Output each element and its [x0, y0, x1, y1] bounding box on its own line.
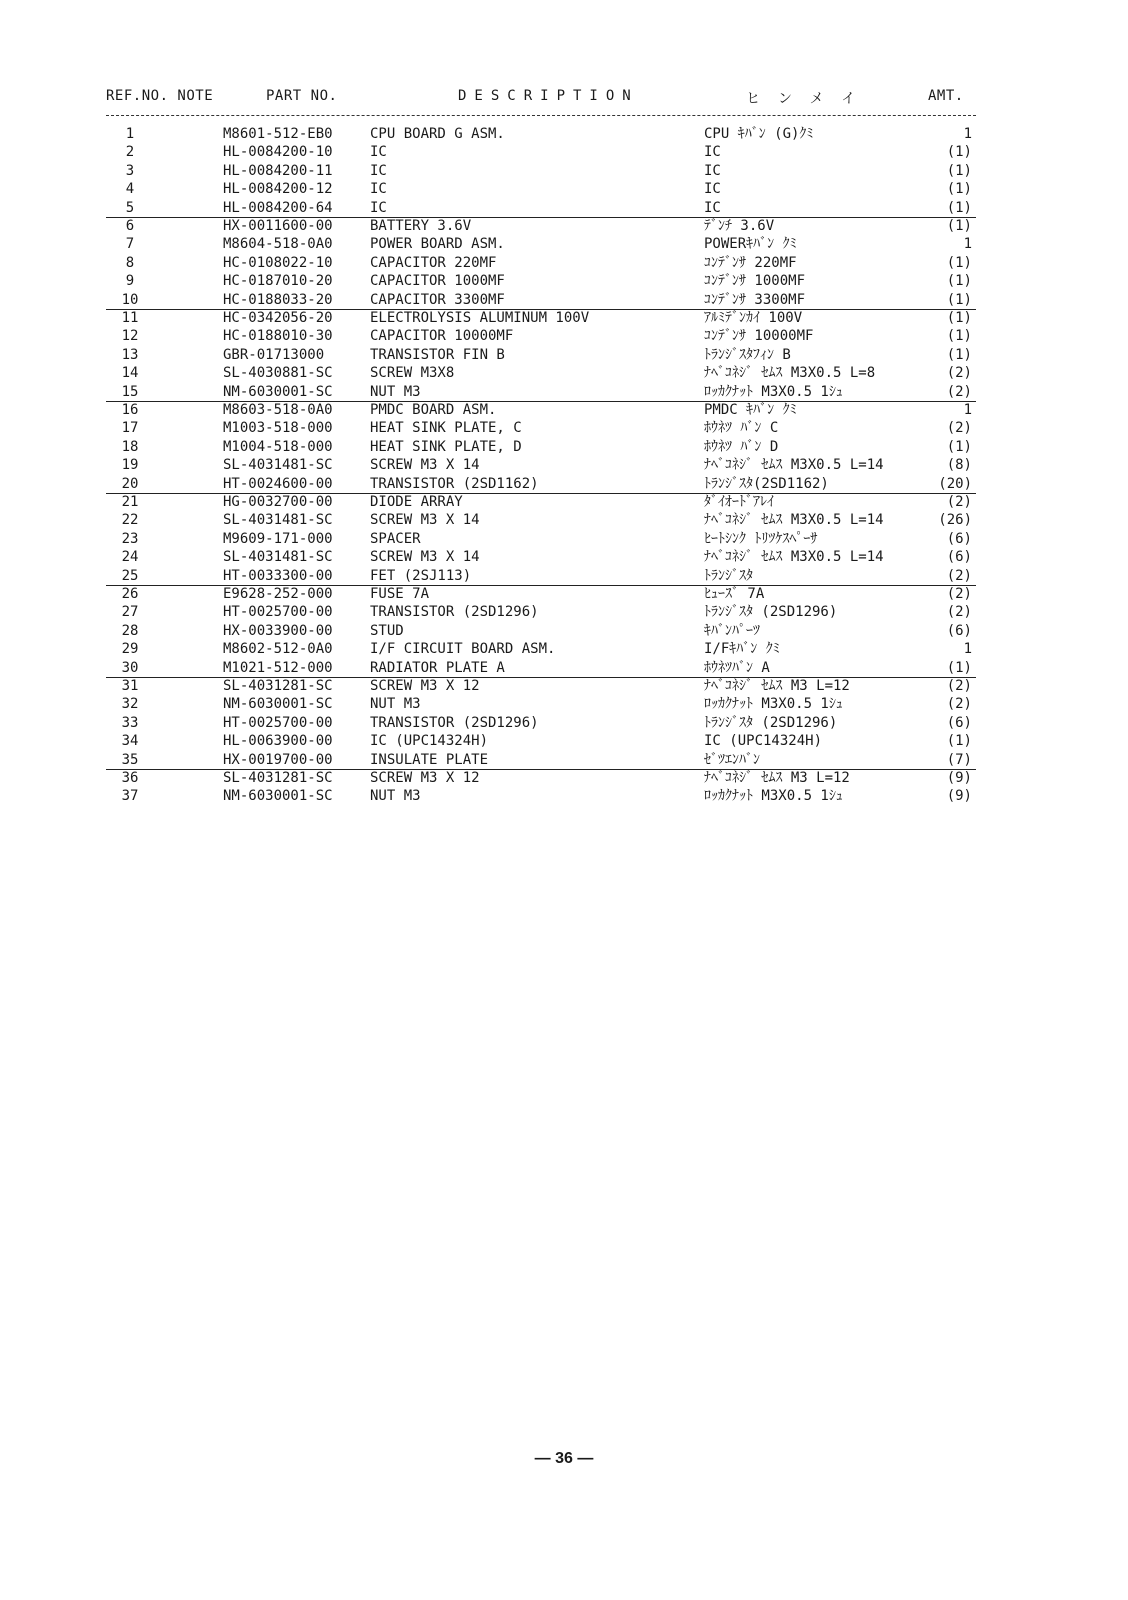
- part-no-cell: HC-0108022-10: [223, 254, 333, 271]
- amount-cell: (2): [946, 567, 972, 584]
- part-no-cell: HC-0187010-20: [223, 273, 333, 290]
- japanese-name-cell: IC: [704, 144, 721, 161]
- amount-cell: (1): [946, 733, 972, 750]
- amount-cell: (20): [938, 475, 972, 492]
- table-row: [106, 751, 976, 770]
- japanese-name-cell: ｷﾊﾞﾝﾊﾟｰﾂ: [704, 622, 760, 639]
- amount-cell: (2): [946, 604, 972, 621]
- description-cell: NUT M3: [370, 696, 421, 713]
- japanese-name-cell: IC: [704, 181, 721, 198]
- ref-no-cell: 7: [125, 236, 135, 253]
- ref-no-cell: 24: [121, 549, 139, 566]
- table-row: [0, 603, 1128, 621]
- header-kana-name: ヒンメイ: [746, 91, 874, 107]
- table-row: [0, 162, 1128, 180]
- table-row: [0, 143, 1128, 161]
- japanese-name-cell: ﾃﾞﾝﾁ 3.6V: [704, 218, 775, 234]
- japanese-name-cell: PMDC ｷﾊﾞﾝ ｸﾐ: [704, 402, 797, 418]
- amount-cell: (1): [946, 144, 972, 161]
- amount-cell: (2): [946, 494, 972, 510]
- part-no-cell: NM-6030001-SC: [223, 696, 333, 713]
- ref-no-cell: 9: [125, 273, 135, 290]
- ref-no-cell: 31: [121, 678, 139, 694]
- japanese-name-cell: ｱﾙﾐﾃﾞﾝｶｲ 100V: [704, 310, 803, 326]
- ref-no-cell: 19: [121, 457, 139, 474]
- japanese-name-cell: ﾎｳﾈﾂ ﾊﾞﾝ C: [704, 420, 779, 437]
- description-cell: INSULATE PLATE: [370, 751, 489, 768]
- ref-no-cell: 23: [121, 530, 139, 547]
- part-no-cell: SL-4031481-SC: [223, 512, 333, 529]
- amount-cell: (1): [946, 254, 972, 271]
- ref-no-cell: 29: [121, 641, 139, 658]
- japanese-name-cell: ﾅﾍﾞｺﾈｼﾞ ｾﾑｽ M3X0.5 L=14: [704, 512, 884, 529]
- description-cell: SCREW M3 X 14: [370, 512, 480, 529]
- table-row: [0, 622, 1128, 640]
- amount-cell: (1): [946, 273, 972, 290]
- japanese-name-cell: POWERｷﾊﾞﾝ ｸﾐ: [704, 236, 797, 253]
- ref-no-cell: 5: [125, 199, 135, 216]
- description-cell: FUSE 7A: [370, 586, 430, 602]
- part-no-cell: HT-0024600-00: [223, 475, 333, 492]
- amount-cell: (1): [946, 328, 972, 345]
- description-cell: IC: [370, 181, 387, 198]
- table-row: [0, 309, 1128, 327]
- table-row: [0, 585, 1128, 603]
- part-no-cell: M8603-518-0A0: [223, 402, 333, 418]
- table-row: [0, 548, 1128, 566]
- amount-cell: (1): [946, 162, 972, 179]
- description-cell: STUD: [370, 622, 404, 639]
- japanese-name-cell: ﾋｰﾄｼﾝｸ ﾄﾘﾂｹｽﾍﾟｰｻ: [704, 530, 818, 547]
- amount-cell: (9): [946, 788, 972, 805]
- table-row: [0, 530, 1128, 548]
- amount-cell: (2): [946, 586, 972, 602]
- japanese-name-cell: IC: [704, 162, 721, 179]
- part-no-cell: HT-0025700-00: [223, 714, 333, 731]
- part-no-cell: HC-0342056-20: [223, 310, 333, 326]
- japanese-name-cell: ﾅﾍﾞｺﾈｼﾞ ｾﾑｽ M3X0.5 L=14: [704, 457, 884, 474]
- amount-cell: (1): [946, 218, 972, 234]
- amount-cell: (2): [946, 365, 972, 382]
- part-no-cell: HL-0084200-10: [223, 144, 333, 161]
- part-no-cell: HX-0033900-00: [223, 622, 333, 639]
- header-description: DESCRIPTION: [458, 88, 639, 104]
- description-cell: TRANSISTOR (2SD1162): [370, 475, 539, 492]
- amount-cell: (26): [938, 512, 972, 529]
- amount-cell: (2): [946, 696, 972, 713]
- amount-cell: (2): [946, 383, 972, 400]
- ref-no-cell: 1: [125, 126, 135, 142]
- ref-no-cell: 17: [121, 420, 139, 437]
- ref-no-cell: 37: [121, 788, 139, 805]
- table-row: [0, 769, 1128, 787]
- amount-cell: (6): [946, 714, 972, 731]
- part-no-cell: HX-0011600-00: [223, 218, 333, 234]
- japanese-name-cell: ﾄﾗﾝｼﾞｽﾀ (2SD1296): [704, 714, 838, 731]
- japanese-name-cell: ﾄﾗﾝｼﾞｽﾀ: [704, 567, 753, 584]
- japanese-name-cell: ﾄﾗﾝｼﾞｽﾀ (2SD1296): [704, 604, 838, 621]
- part-no-cell: M1021-512-000: [223, 659, 333, 676]
- part-no-cell: M8602-512-0A0: [223, 641, 333, 658]
- description-cell: IC: [370, 199, 387, 216]
- amount-cell: (1): [946, 659, 972, 676]
- japanese-name-cell: ｺﾝﾃﾞﾝｻ 1000MF: [704, 273, 806, 290]
- ref-no-cell: 4: [125, 181, 135, 198]
- description-cell: HEAT SINK PLATE, D: [370, 438, 522, 455]
- description-cell: SCREW M3 X 14: [370, 549, 480, 566]
- amount-cell: (1): [946, 438, 972, 455]
- description-cell: CAPACITOR 1000MF: [370, 273, 505, 290]
- japanese-name-cell: ｺﾝﾃﾞﾝｻ 220MF: [704, 254, 797, 271]
- description-cell: SCREW M3X8: [370, 365, 455, 382]
- amount-cell: (6): [946, 622, 972, 639]
- table-row: [0, 125, 1128, 143]
- description-cell: PMDC BOARD ASM.: [370, 402, 497, 418]
- japanese-name-cell: ﾅﾍﾞｺﾈｼﾞ ｾﾑｽ M3 L=12: [704, 770, 850, 786]
- table-row: [106, 659, 976, 678]
- table-row: [0, 787, 1128, 805]
- amount-cell: (6): [946, 549, 972, 566]
- part-no-cell: HT-0033300-00: [223, 567, 333, 584]
- amount-cell: (7): [946, 751, 972, 768]
- description-cell: CAPACITOR 10000MF: [370, 328, 514, 345]
- amount-cell: (9): [946, 770, 972, 786]
- description-cell: POWER BOARD ASM.: [370, 236, 505, 253]
- amount-cell: 1: [963, 641, 972, 658]
- amount-cell: (6): [946, 530, 972, 547]
- description-cell: IC: [370, 162, 387, 179]
- japanese-name-cell: IC (UPC14324H): [704, 733, 823, 750]
- japanese-name-cell: ﾛｯｶｸﾅｯﾄ M3X0.5 1ｼｭ: [704, 383, 843, 400]
- ref-no-cell: 27: [121, 604, 139, 621]
- table-row: [0, 272, 1128, 290]
- table-row: [0, 346, 1128, 364]
- table-row: [0, 732, 1128, 750]
- description-cell: SPACER: [370, 530, 421, 547]
- japanese-name-cell: ﾛｯｶｸﾅｯﾄ M3X0.5 1ｼｭ: [704, 696, 843, 713]
- part-no-cell: HC-0188033-20: [223, 291, 333, 308]
- ref-no-cell: 3: [125, 162, 135, 179]
- description-cell: CAPACITOR 220MF: [370, 254, 497, 271]
- table-row: [0, 364, 1128, 382]
- description-cell: CPU BOARD G ASM.: [370, 126, 505, 142]
- table-row: [0, 493, 1128, 511]
- description-cell: DIODE ARRAY: [370, 494, 463, 510]
- japanese-name-cell: ｾﾞﾂｴﾝﾊﾞﾝ: [704, 751, 760, 768]
- ref-no-cell: 25: [121, 567, 139, 584]
- ref-no-cell: 16: [121, 402, 139, 418]
- description-cell: NUT M3: [370, 383, 421, 400]
- part-no-cell: HX-0019700-00: [223, 751, 333, 768]
- table-row: [0, 695, 1128, 713]
- ref-no-cell: 18: [121, 438, 139, 455]
- part-no-cell: M1004-518-000: [223, 438, 333, 455]
- part-no-cell: M1003-518-000: [223, 420, 333, 437]
- japanese-name-cell: ﾄﾗﾝｼﾞｽﾀﾌｨﾝ B: [704, 346, 791, 363]
- amount-cell: (1): [946, 346, 972, 363]
- table-row: [106, 383, 976, 402]
- part-no-cell: HL-0084200-64: [223, 199, 333, 216]
- japanese-name-cell: ｺﾝﾃﾞﾝｻ 3300MF: [704, 291, 806, 308]
- part-no-cell: HL-0063900-00: [223, 733, 333, 750]
- part-no-cell: HL-0084200-11: [223, 162, 333, 179]
- ref-no-cell: 26: [121, 586, 139, 602]
- japanese-name-cell: ﾅﾍﾞｺﾈｼﾞ ｾﾑｽ M3X0.5 L=8: [704, 365, 876, 382]
- japanese-name-cell: ｺﾝﾃﾞﾝｻ 10000MF: [704, 328, 814, 345]
- ref-no-cell: 14: [121, 365, 139, 382]
- amount-cell: (1): [946, 310, 972, 326]
- description-cell: TRANSISTOR (2SD1296): [370, 714, 539, 731]
- table-row: [0, 456, 1128, 474]
- ref-no-cell: 2: [125, 144, 135, 161]
- japanese-name-cell: ﾅﾍﾞｺﾈｼﾞ ｾﾑｽ M3X0.5 L=14: [704, 549, 884, 566]
- table-row: [0, 714, 1128, 732]
- ref-no-cell: 22: [121, 512, 139, 529]
- part-no-cell: M8601-512-EB0: [223, 126, 333, 142]
- part-no-cell: NM-6030001-SC: [223, 383, 333, 400]
- page-number: — 36 —: [534, 1450, 594, 1467]
- header-part-no: PART NO.: [266, 88, 338, 104]
- ref-no-cell: 35: [121, 751, 139, 768]
- part-no-cell: HC-0188010-30: [223, 328, 333, 345]
- ref-no-cell: 13: [121, 346, 139, 363]
- amount-cell: 1: [963, 236, 972, 253]
- ref-no-cell: 34: [121, 733, 139, 750]
- part-no-cell: SL-4030881-SC: [223, 365, 333, 382]
- japanese-name-cell: ﾎｳﾈﾂﾊﾞﾝ A: [704, 659, 770, 676]
- description-cell: SCREW M3 X 14: [370, 457, 480, 474]
- part-no-cell: E9628-252-000: [223, 586, 333, 602]
- description-cell: HEAT SINK PLATE, C: [370, 420, 522, 437]
- table-row: [106, 567, 976, 586]
- japanese-name-cell: CPU ｷﾊﾞﾝ (G)ｸﾐ: [704, 126, 814, 142]
- japanese-name-cell: ﾋｭｰｽﾞ 7A: [704, 586, 765, 602]
- description-cell: IC: [370, 144, 387, 161]
- table-row: [0, 254, 1128, 272]
- table-row: [106, 291, 976, 310]
- part-no-cell: SL-4031481-SC: [223, 549, 333, 566]
- ref-no-cell: 20: [121, 475, 139, 492]
- part-no-cell: HL-0084200-12: [223, 181, 333, 198]
- table-row: [106, 475, 976, 494]
- ref-no-cell: 10: [121, 291, 139, 308]
- japanese-name-cell: I/Fｷﾊﾞﾝ ｸﾐ: [704, 641, 780, 658]
- table-row: [0, 640, 1128, 658]
- part-no-cell: SL-4031481-SC: [223, 457, 333, 474]
- description-cell: TRANSISTOR FIN B: [370, 346, 505, 363]
- amount-cell: (8): [946, 457, 972, 474]
- amount-cell: 1: [963, 402, 972, 418]
- table-row: [0, 438, 1128, 456]
- part-no-cell: NM-6030001-SC: [223, 788, 333, 805]
- japanese-name-cell: IC: [704, 199, 721, 216]
- japanese-name-cell: ﾀﾞｲｵｰﾄﾞｱﾚｲ: [704, 494, 774, 510]
- amount-cell: 1: [963, 126, 972, 142]
- ref-no-cell: 32: [121, 696, 139, 713]
- part-no-cell: SL-4031281-SC: [223, 770, 333, 786]
- amount-cell: (1): [946, 181, 972, 198]
- ref-no-cell: 15: [121, 383, 139, 400]
- description-cell: ELECTROLYSIS ALUMINUM 100V: [370, 310, 590, 326]
- description-cell: RADIATOR PLATE A: [370, 659, 505, 676]
- amount-cell: (2): [946, 678, 972, 694]
- ref-no-cell: 21: [121, 494, 139, 510]
- table-row: [0, 419, 1128, 437]
- amount-cell: (1): [946, 291, 972, 308]
- part-no-cell: HT-0025700-00: [223, 604, 333, 621]
- description-cell: CAPACITOR 3300MF: [370, 291, 505, 308]
- description-cell: I/F CIRCUIT BOARD ASM.: [370, 641, 556, 658]
- ref-no-cell: 28: [121, 622, 139, 639]
- table-row: [106, 199, 976, 218]
- part-no-cell: GBR-01713000: [223, 346, 325, 363]
- table-row: [0, 235, 1128, 253]
- japanese-name-cell: ﾛｯｶｸﾅｯﾄ M3X0.5 1ｼｭ: [704, 788, 843, 805]
- table-row: [0, 327, 1128, 345]
- table-row: [0, 401, 1128, 419]
- table-row: [0, 677, 1128, 695]
- description-cell: SCREW M3 X 12: [370, 678, 480, 694]
- description-cell: NUT M3: [370, 788, 421, 805]
- table-row: [0, 511, 1128, 529]
- description-cell: FET (2SJ113): [370, 567, 472, 584]
- japanese-name-cell: ﾎｳﾈﾂ ﾊﾞﾝ D: [704, 438, 779, 455]
- description-cell: TRANSISTOR (2SD1296): [370, 604, 539, 621]
- ref-no-cell: 6: [125, 218, 135, 234]
- table-row: [0, 180, 1128, 198]
- ref-no-cell: 11: [121, 310, 139, 326]
- ref-no-cell: 12: [121, 328, 139, 345]
- amount-cell: (2): [946, 420, 972, 437]
- header-amount: AMT.: [928, 88, 964, 104]
- part-no-cell: HG-0032700-00: [223, 494, 333, 510]
- header-ref-note: REF.NO. NOTE: [106, 88, 214, 104]
- japanese-name-cell: ﾅﾍﾞｺﾈｼﾞ ｾﾑｽ M3 L=12: [704, 678, 850, 694]
- ref-no-cell: 30: [121, 659, 139, 676]
- description-cell: SCREW M3 X 12: [370, 770, 480, 786]
- part-no-cell: M8604-518-0A0: [223, 236, 333, 253]
- ref-no-cell: 36: [121, 770, 139, 786]
- description-cell: BATTERY 3.6V: [370, 218, 472, 234]
- amount-cell: (1): [946, 199, 972, 216]
- ref-no-cell: 8: [125, 254, 135, 271]
- part-no-cell: SL-4031281-SC: [223, 678, 333, 694]
- description-cell: IC (UPC14324H): [370, 733, 489, 750]
- part-no-cell: M9609-171-000: [223, 530, 333, 547]
- table-row: [0, 217, 1128, 235]
- japanese-name-cell: ﾄﾗﾝｼﾞｽﾀ(2SD1162): [704, 475, 829, 492]
- header-divider: [106, 115, 976, 116]
- ref-no-cell: 33: [121, 714, 139, 731]
